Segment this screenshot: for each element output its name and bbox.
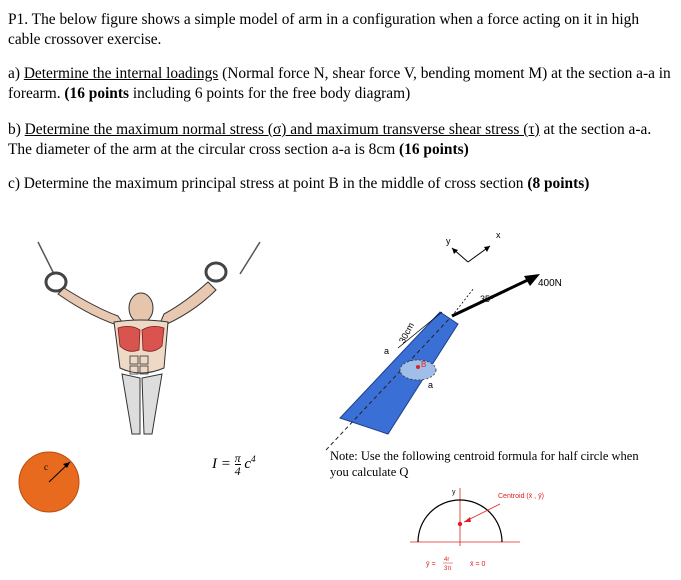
- part-a-tail: including 6 points for the free body diagram): [128, 85, 411, 102]
- centroid-label: Centroid (x̄ , ȳ): [498, 493, 544, 500]
- section-label-bottom: a: [428, 380, 434, 390]
- ybar-lhs: ȳ =: [426, 561, 436, 568]
- part-b-points: (16 points): [399, 141, 469, 158]
- problem-intro: P1. The below figure shows a simple model of arm in a configuration when a force acting on it in high cable crossover exercise.: [8, 11, 640, 48]
- xbar-label: x̄ = 0: [470, 561, 486, 568]
- arm-model-diagram: [300, 222, 620, 462]
- length-label: 30cm: [396, 320, 417, 345]
- circle-radius-label: c: [44, 462, 48, 472]
- part-a-lead: a): [8, 65, 24, 82]
- ybar-num: 4r: [444, 557, 450, 563]
- part-b: [8, 120, 673, 160]
- part-a-link: Determine the internal loadings: [23, 65, 219, 82]
- inertia-var: c: [244, 455, 252, 472]
- half-circle-y-label: y: [452, 489, 456, 496]
- angle-label: 35º: [480, 294, 494, 304]
- centroid-note: Note: Use the following centroid formula for half circle when you calculate Q: [330, 449, 639, 479]
- point-b-label: B: [421, 360, 427, 369]
- point-b-marker: [416, 365, 420, 369]
- section-label-top: a: [384, 346, 390, 356]
- inertia-exp: 4: [251, 453, 256, 464]
- part-b-rest: at the section a-a. The diameter of the arm at the circular cross section a-a is 8cm: [8, 121, 652, 158]
- inertia-den: 4: [234, 464, 241, 478]
- inertia-pi: π: [234, 451, 241, 465]
- part-b-link: Determine the maximum normal stress (σ) and maximum transverse shear stress (τ): [24, 121, 540, 138]
- chest-muscle: [118, 326, 140, 351]
- axis-x-label: x: [496, 230, 501, 240]
- force-label: 400N: [538, 278, 562, 289]
- half-circle-diagram: [400, 484, 600, 576]
- part-a-points: (16 points: [64, 85, 129, 102]
- part-c: [8, 174, 673, 194]
- part-c-text: c) Determine the maximum principal stress at point B in the middle of cross section: [8, 175, 528, 192]
- inertia-lhs: I =: [212, 455, 235, 472]
- cross-section-aa: [400, 360, 436, 380]
- circular-section: [16, 450, 86, 520]
- part-a-rest: (Normal force N, shear force V, bending moment M) at the section a-a in forearm.: [8, 65, 671, 102]
- ybar-den: 3π: [444, 566, 452, 572]
- inertia-formula: [212, 452, 256, 477]
- axis-y-label: y: [446, 236, 451, 246]
- part-c-points: (8 points): [527, 175, 590, 192]
- centroid-point: [458, 522, 462, 526]
- part-b-lead: b): [8, 121, 25, 138]
- athlete-illustration: [36, 238, 264, 438]
- part-a: [8, 64, 673, 104]
